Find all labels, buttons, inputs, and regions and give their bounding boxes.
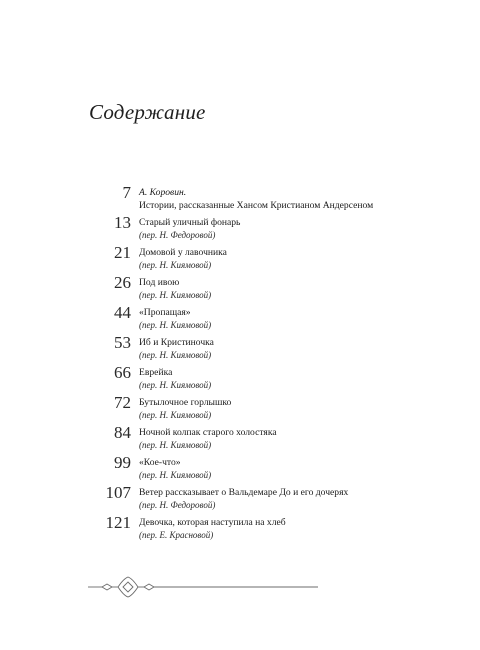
toc-page-number: 107 [105,483,131,502]
toc-entry [0,454,480,482]
toc-page-number: 66 [114,363,131,382]
toc-entry [0,304,480,332]
toc-entry-title: Девочка, которая наступила на хлеб [139,517,286,528]
toc-entry-title: Ночной колпак старого холостяка [139,427,277,438]
toc-entry-title: Ветер рассказывает о Вальдемаре До и его дочерях [139,487,349,498]
toc-entry [0,514,480,542]
toc-page-number: 13 [114,213,131,232]
toc-page-number: 53 [114,333,131,352]
toc-entry [0,274,480,302]
toc-entry-translator: (пер. Н. Киямовой) [139,350,212,360]
toc-entry-title: «Пропащая» [139,307,191,318]
toc-entry-translator: (пер. Н. Киямовой) [139,410,212,420]
toc-entry-translator: (пер. Н. Федоровой) [139,500,216,510]
toc-entry-title: «Кое-что» [139,457,181,468]
toc-page-number: 21 [114,243,131,262]
toc-entry-title: А. Коровин. [139,187,187,198]
toc-entry-title: Домовой у лавочника [139,247,227,258]
toc-entry [0,424,480,452]
toc-page-number: 26 [114,273,131,292]
toc-entry [0,334,480,362]
toc-entry [0,364,480,392]
toc-entry-title: Под ивою [139,277,180,288]
toc-page-number: 72 [114,393,131,412]
toc-entry-translator: (пер. Н. Федоровой) [139,230,216,240]
toc-entry-translator: (пер. Е. Красновой) [139,530,214,540]
toc-entry-subtitle: Истории, рассказанные Хансом Кристианом Андерсеном [139,200,374,211]
toc-entry-title: Бутылочное горлышко [139,397,232,408]
toc-entry-title: Старый уличный фонарь [139,217,241,228]
toc-entry-translator: (пер. Н. Киямовой) [139,470,212,480]
toc-page-number: 7 [122,183,131,202]
toc-page-number: 84 [114,423,131,442]
toc-entry-title: Еврейка [139,367,173,378]
toc-entry-title: Иб и Кристиночка [139,337,214,348]
toc-page-number: 121 [105,513,131,532]
toc-entry [0,214,480,242]
toc-entry-translator: (пер. Н. Киямовой) [139,380,212,390]
toc-entry-translator: (пер. Н. Киямовой) [139,260,212,270]
toc-entry-translator: (пер. Н. Киямовой) [139,290,212,300]
toc-entry [0,394,480,422]
diamond-flourish-divider-icon [88,576,318,598]
toc-entry-translator: (пер. Н. Киямовой) [139,320,212,330]
toc-entry [0,184,480,212]
toc-entry-translator: (пер. Н. Киямовой) [139,440,212,450]
toc-entry [0,244,480,272]
toc-page-number: 44 [114,303,131,322]
toc-entry [0,484,480,512]
page-title: Содержание [89,100,206,124]
toc-page-number: 99 [114,453,131,472]
